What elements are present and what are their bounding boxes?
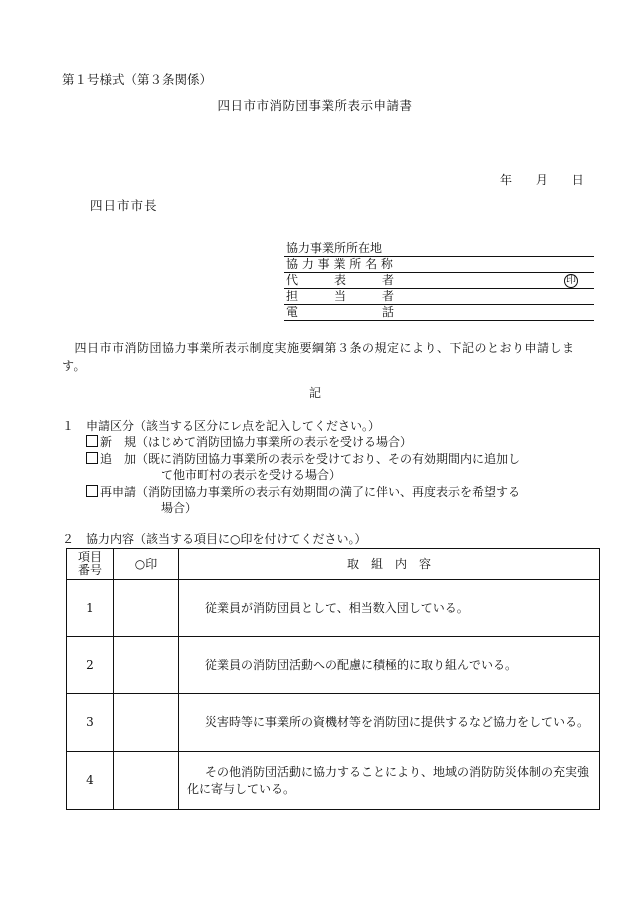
applicant-name-label: 協 力 事 業 所 名 称: [286, 257, 393, 271]
row-content: 従業員が消防団員として、相当数入団している。: [179, 580, 600, 637]
applicant-address-row[interactable]: [284, 241, 594, 257]
header-number-line2: 番号: [77, 563, 102, 577]
row-mark-cell[interactable]: [114, 580, 179, 637]
document-title: 四日市市消防団事業所表示申請書: [217, 98, 413, 113]
phone-label: 電 話: [286, 305, 395, 319]
date-line: [500, 172, 590, 188]
row-content: 従業員の消防団活動への配慮に積極的に取り組んでいる。: [179, 637, 600, 694]
applicant-address-label: 協力事業所所在地: [286, 241, 383, 255]
section1-heading: １ 申請区分（該当する区分にレ点を記入してください。）: [62, 419, 381, 433]
row-number: 4: [67, 752, 114, 810]
checkbox-reapply[interactable]: [86, 485, 98, 497]
table-row: [67, 694, 600, 752]
option-new: [86, 434, 412, 450]
person-in-charge-row[interactable]: [284, 289, 594, 305]
row-number: 1: [67, 580, 114, 637]
applicant-name-row[interactable]: [284, 257, 594, 273]
table-row: [67, 752, 600, 810]
option-reapply: [86, 484, 520, 500]
option-new-text: 新 規（はじめて消防団協力事業所の表示を受ける場合）: [100, 435, 413, 449]
row-mark-cell[interactable]: [114, 637, 179, 694]
table-header-row: [67, 549, 600, 580]
row-content: その他消防団活動に協力することにより、地域の消防防災体制の充実強化に寄与している。: [179, 752, 600, 810]
header-mark: ○印: [114, 549, 179, 580]
option-reapply-continued: 場合）: [161, 501, 198, 515]
addressee: 四日市市長: [90, 198, 158, 213]
seal-icon: 印: [566, 275, 576, 286]
table-row: [67, 637, 600, 694]
row-number: 2: [67, 637, 114, 694]
header-number: [67, 549, 114, 580]
ki-label: 記: [308, 386, 321, 400]
row-number: 3: [67, 694, 114, 752]
date-year: 年: [500, 173, 513, 187]
date-month: 月: [535, 173, 548, 187]
date-day: 日: [571, 173, 584, 187]
header-number-line1: 項目: [77, 550, 102, 564]
row-content: 災害時等に事業所の資機材等を消防団に提供するなど協力をしている。: [179, 694, 600, 752]
row-mark-cell[interactable]: [114, 752, 179, 810]
checkbox-new[interactable]: [86, 435, 98, 447]
header-content: 取 組 内 容: [179, 549, 600, 580]
applicant-block: [284, 241, 594, 321]
representative-row[interactable]: [284, 273, 594, 289]
option-add: [86, 451, 520, 467]
form-number: 第１号様式（第３条関係）: [62, 72, 213, 87]
option-add-continued: て他市町村の表示を受ける場合）: [161, 468, 342, 482]
option-reapply-text: 再申請（消防団協力事業所の表示有効期間の満了に伴い、再度表示を希望する: [100, 485, 521, 499]
representative-label: 代 表 者: [286, 273, 395, 287]
person-in-charge-label: 担 当 者: [286, 289, 395, 303]
row-mark-cell[interactable]: [114, 694, 179, 752]
body-paragraph: 四日市市消防団協力事業所表示制度実施要綱第３条の規定により、下記のとおり申請します。: [62, 341, 575, 373]
cooperation-table: [66, 548, 600, 810]
option-add-text: 追 加（既に消防団協力事業所の表示を受けており、その有効期間内に追加し: [100, 452, 521, 466]
phone-row[interactable]: [284, 305, 594, 321]
section2-heading: ２ 協力内容（該当する項目に○印を付けてください。）: [62, 532, 367, 546]
table-row: [67, 580, 600, 637]
checkbox-add[interactable]: [86, 452, 98, 464]
